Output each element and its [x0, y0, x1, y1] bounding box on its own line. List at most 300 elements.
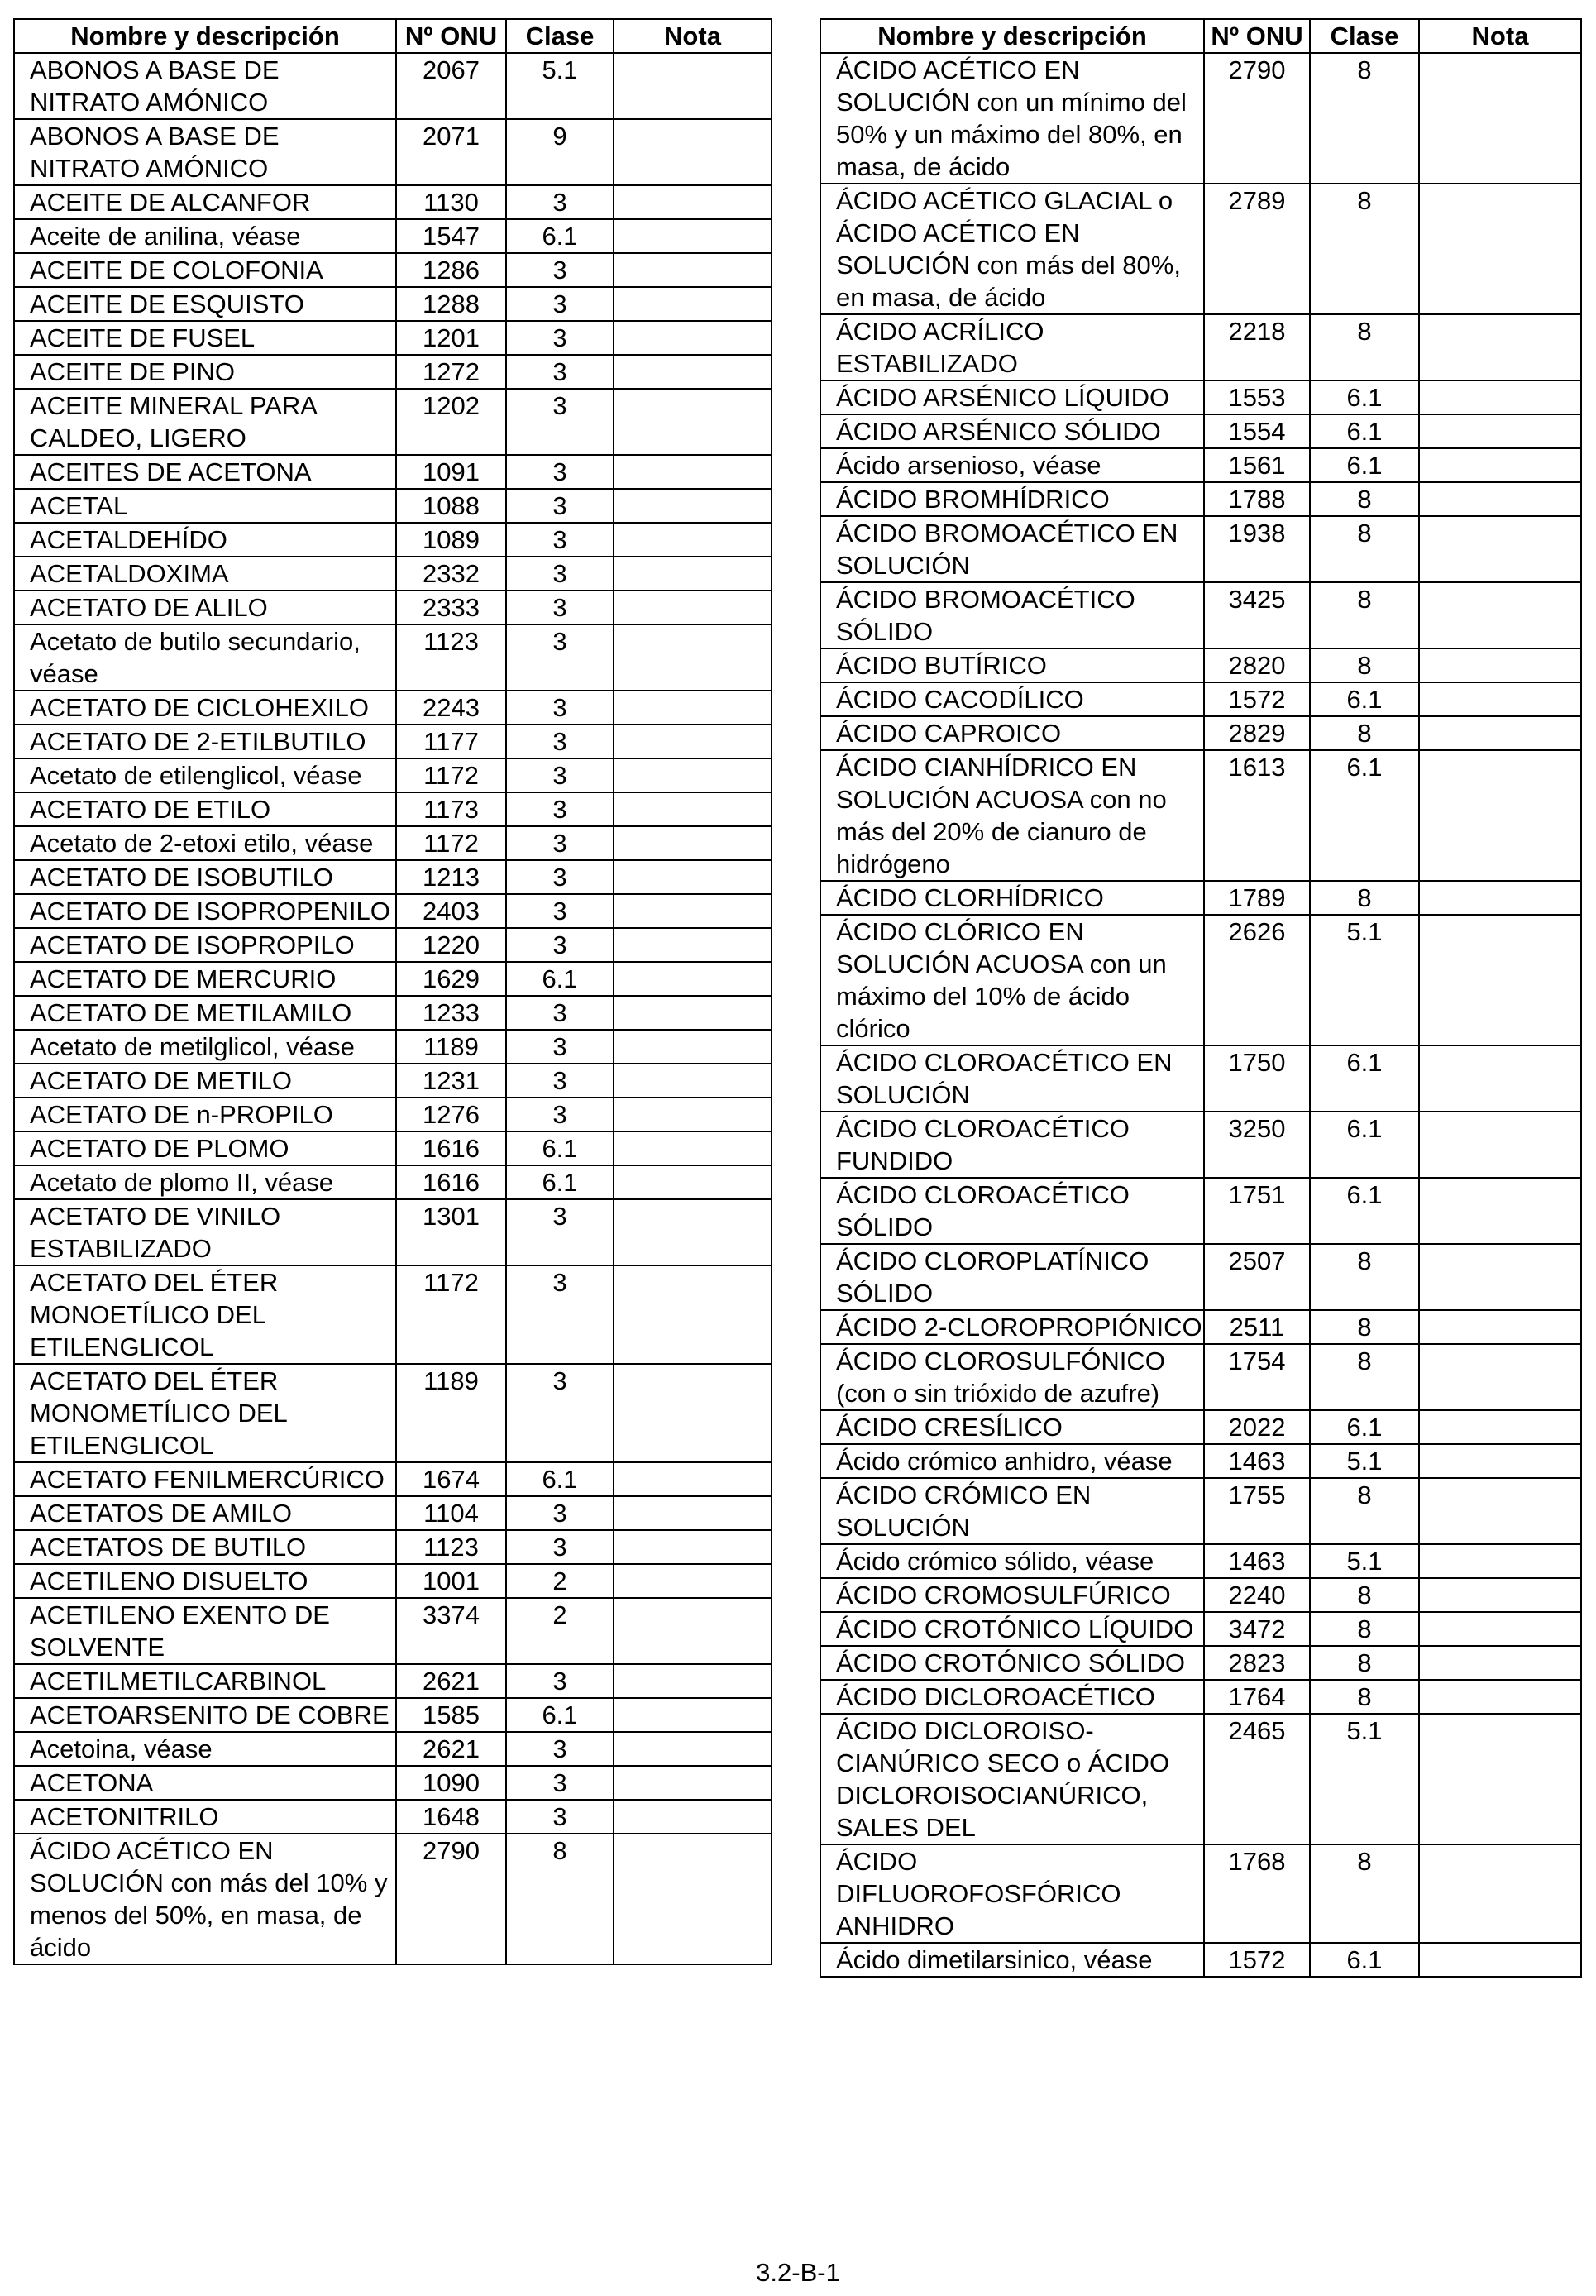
class-cell: 3: [506, 928, 614, 962]
un-number-cell: 3472: [1204, 1612, 1310, 1646]
class-cell: 5.1: [1310, 1544, 1419, 1578]
note-cell: [614, 1165, 772, 1199]
substance-name-cell: ACETATOS DE AMILO: [14, 1496, 396, 1530]
class-cell: 2: [506, 1564, 614, 1598]
table-row: [820, 682, 1581, 716]
note-cell: [614, 1265, 772, 1364]
substance-name-cell: ACETATO DE ISOBUTILO: [14, 860, 396, 894]
class-cell: 5.1: [506, 53, 614, 119]
class-cell: 3: [506, 1800, 614, 1834]
un-number-cell: 1001: [396, 1564, 506, 1598]
header-onu: Nº ONU: [396, 19, 506, 53]
substance-name-cell: ACETATO DE ETILO: [14, 792, 396, 826]
table-row: [14, 389, 772, 455]
class-cell: 8: [1310, 582, 1419, 648]
substance-name-cell: ÁCIDO CLOROPLATÍNICO SÓLIDO: [820, 1244, 1204, 1310]
class-cell: 8: [1310, 314, 1419, 380]
note-cell: [1419, 1844, 1581, 1943]
substance-name-cell: ACETALDOXIMA: [14, 557, 396, 591]
table-row: [820, 1310, 1581, 1344]
note-cell: [614, 389, 772, 455]
un-number-cell: 1561: [1204, 448, 1310, 482]
class-cell: 3: [506, 1766, 614, 1800]
class-cell: 3: [506, 826, 614, 860]
un-number-cell: 1233: [396, 996, 506, 1030]
un-number-cell: 1123: [396, 1530, 506, 1564]
class-cell: 8: [1310, 1344, 1419, 1410]
table-row: [820, 1544, 1581, 1578]
un-number-cell: 1189: [396, 1030, 506, 1064]
un-number-cell: 2820: [1204, 648, 1310, 682]
note-cell: [614, 1732, 772, 1766]
un-number-cell: 1616: [396, 1165, 506, 1199]
note-cell: [614, 185, 772, 219]
table-row: [14, 624, 772, 691]
class-cell: 6.1: [506, 1131, 614, 1165]
table-row: [820, 1178, 1581, 1244]
table-row: [14, 1530, 772, 1564]
class-cell: 3: [506, 1664, 614, 1698]
table-header-row: [820, 19, 1581, 53]
table-row: [14, 591, 772, 624]
class-cell: 5.1: [1310, 1444, 1419, 1478]
note-cell: [614, 1064, 772, 1098]
un-number-cell: 1089: [396, 523, 506, 557]
substance-name-cell: ACEITE MINERAL PARA CALDEO, LIGERO: [14, 389, 396, 455]
class-cell: 8: [1310, 1646, 1419, 1680]
table-row: [820, 881, 1581, 915]
substance-name-cell: ÁCIDO ACRÍLICO ESTABILIZADO: [820, 314, 1204, 380]
table-row: [14, 1564, 772, 1598]
substance-name-cell: ÁCIDO BROMHÍDRICO: [820, 482, 1204, 516]
table-row: [820, 648, 1581, 682]
un-number-cell: 1090: [396, 1766, 506, 1800]
class-cell: 6.1: [1310, 1943, 1419, 1977]
class-cell: 3: [506, 1732, 614, 1766]
class-cell: 6.1: [1310, 750, 1419, 881]
table-row: [14, 1265, 772, 1364]
un-number-cell: 2067: [396, 53, 506, 119]
un-number-cell: 1553: [1204, 380, 1310, 414]
note-cell: [1419, 1045, 1581, 1112]
right-goods-table: [820, 18, 1582, 1978]
un-number-cell: 1764: [1204, 1680, 1310, 1714]
note-cell: [1419, 1544, 1581, 1578]
note-cell: [614, 523, 772, 557]
un-number-cell: 1130: [396, 185, 506, 219]
note-cell: [614, 1598, 772, 1664]
note-cell: [614, 119, 772, 185]
class-cell: 6.1: [1310, 1178, 1419, 1244]
table-row: [14, 1462, 772, 1496]
note-cell: [614, 624, 772, 691]
class-cell: 6.1: [506, 219, 614, 253]
substance-name-cell: ACETATO DE METILO: [14, 1064, 396, 1098]
class-cell: 3: [506, 894, 614, 928]
substance-name-cell: ÁCIDO CRÓMICO EN SOLUCIÓN: [820, 1478, 1204, 1544]
substance-name-cell: ACETATO DEL ÉTER MONOETÍLICO DEL ETILENGLICOL: [14, 1265, 396, 1364]
un-number-cell: 1547: [396, 219, 506, 253]
un-number-cell: 1172: [396, 826, 506, 860]
un-number-cell: 2465: [1204, 1714, 1310, 1844]
note-cell: [1419, 750, 1581, 881]
un-number-cell: 2333: [396, 591, 506, 624]
table-row: [14, 523, 772, 557]
substance-name-cell: ÁCIDO CROMOSULFÚRICO: [820, 1578, 1204, 1612]
un-number-cell: 1202: [396, 389, 506, 455]
class-cell: 2: [506, 1598, 614, 1664]
table-row: [14, 119, 772, 185]
class-cell: 8: [1310, 1478, 1419, 1544]
note-cell: [614, 455, 772, 489]
un-number-cell: 2022: [1204, 1410, 1310, 1444]
note-cell: [614, 287, 772, 321]
un-number-cell: 2240: [1204, 1578, 1310, 1612]
substance-name-cell: ACEITE DE FUSEL: [14, 321, 396, 355]
note-cell: [1419, 1578, 1581, 1612]
class-cell: 8: [1310, 1244, 1419, 1310]
class-cell: 3: [506, 489, 614, 523]
substance-name-cell: ACETILENO DISUELTO: [14, 1564, 396, 1598]
un-number-cell: 2218: [1204, 314, 1310, 380]
un-number-cell: 1213: [396, 860, 506, 894]
note-cell: [614, 1462, 772, 1496]
table-row: [14, 1834, 772, 1964]
substance-name-cell: Acetoina, véase: [14, 1732, 396, 1766]
substance-name-cell: ÁCIDO ARSÉNICO LÍQUIDO: [820, 380, 1204, 414]
note-cell: [1419, 1410, 1581, 1444]
un-number-cell: 1189: [396, 1364, 506, 1462]
note-cell: [1419, 53, 1581, 184]
substance-name-cell: Acetato de metilglicol, véase: [14, 1030, 396, 1064]
table-row: [14, 287, 772, 321]
un-number-cell: 1572: [1204, 1943, 1310, 1977]
substance-name-cell: ÁCIDO CROTÓNICO LÍQUIDO: [820, 1612, 1204, 1646]
un-number-cell: 1286: [396, 253, 506, 287]
note-cell: [1419, 1310, 1581, 1344]
un-number-cell: 2071: [396, 119, 506, 185]
note-cell: [1419, 1478, 1581, 1544]
class-cell: 3: [506, 792, 614, 826]
table-row: [14, 996, 772, 1030]
note-cell: [1419, 448, 1581, 482]
note-cell: [614, 1800, 772, 1834]
note-cell: [1419, 1943, 1581, 1977]
un-number-cell: 1751: [1204, 1178, 1310, 1244]
note-cell: [1419, 716, 1581, 750]
un-number-cell: 1172: [396, 1265, 506, 1364]
substance-name-cell: ABONOS A BASE DE NITRATO AMÓNICO: [14, 119, 396, 185]
class-cell: 3: [506, 253, 614, 287]
note-cell: [614, 321, 772, 355]
un-number-cell: 1173: [396, 792, 506, 826]
class-cell: 8: [1310, 1310, 1419, 1344]
un-number-cell: 1231: [396, 1064, 506, 1098]
note-cell: [614, 1766, 772, 1800]
un-number-cell: 1938: [1204, 516, 1310, 582]
table-row: [14, 1496, 772, 1530]
un-number-cell: 2511: [1204, 1310, 1310, 1344]
note-cell: [614, 1030, 772, 1064]
substance-name-cell: ACETALDEHÍDO: [14, 523, 396, 557]
class-cell: 3: [506, 389, 614, 455]
substance-name-cell: ACETATO DE CICLOHEXILO: [14, 691, 396, 725]
un-number-cell: 3425: [1204, 582, 1310, 648]
substance-name-cell: ACEITE DE ESQUISTO: [14, 287, 396, 321]
class-cell: 3: [506, 691, 614, 725]
table-row: [820, 1344, 1581, 1410]
class-cell: 3: [506, 1496, 614, 1530]
un-number-cell: 1616: [396, 1131, 506, 1165]
class-cell: 3: [506, 725, 614, 758]
table-row: [820, 1578, 1581, 1612]
substance-name-cell: ÁCIDO BROMOACÉTICO EN SOLUCIÓN: [820, 516, 1204, 582]
class-cell: 3: [506, 996, 614, 1030]
note-cell: [614, 557, 772, 591]
un-number-cell: 2621: [396, 1664, 506, 1698]
class-cell: 6.1: [1310, 448, 1419, 482]
table-row: [820, 1112, 1581, 1178]
table-row: [14, 185, 772, 219]
substance-name-cell: Ácido crómico sólido, véase: [820, 1544, 1204, 1578]
substance-name-cell: ÁCIDO ACÉTICO GLACIAL o ÁCIDO ACÉTICO EN SOLUCIÓN con más del 80%, en masa, de ácido: [820, 184, 1204, 314]
class-cell: 6.1: [506, 1698, 614, 1732]
table-row: [820, 380, 1581, 414]
note-cell: [1419, 184, 1581, 314]
note-cell: [1419, 881, 1581, 915]
substance-name-cell: ÁCIDO CLOROACÉTICO SÓLIDO: [820, 1178, 1204, 1244]
class-cell: 6.1: [1310, 1410, 1419, 1444]
class-cell: 6.1: [506, 962, 614, 996]
substance-name-cell: ÁCIDO ARSÉNICO SÓLIDO: [820, 414, 1204, 448]
un-number-cell: 1123: [396, 624, 506, 691]
class-cell: 3: [506, 1098, 614, 1131]
un-number-cell: 1755: [1204, 1478, 1310, 1544]
class-cell: 3: [506, 523, 614, 557]
table-row: [820, 314, 1581, 380]
note-cell: [1419, 1244, 1581, 1310]
un-number-cell: 1301: [396, 1199, 506, 1265]
class-cell: 5.1: [1310, 915, 1419, 1045]
table-row: [14, 1165, 772, 1199]
class-cell: 6.1: [506, 1462, 614, 1496]
table-row: [820, 716, 1581, 750]
table-row: [820, 1680, 1581, 1714]
table-row: [820, 53, 1581, 184]
note-cell: [614, 1698, 772, 1732]
note-cell: [614, 860, 772, 894]
class-cell: 3: [506, 321, 614, 355]
substance-name-cell: ACETATO DE ISOPROPILO: [14, 928, 396, 962]
substance-name-cell: Aceite de anilina, véase: [14, 219, 396, 253]
note-cell: [614, 1530, 772, 1564]
table-row: [14, 792, 772, 826]
substance-name-cell: ÁCIDO CROTÓNICO SÓLIDO: [820, 1646, 1204, 1680]
substance-name-cell: ÁCIDO CRESÍLICO: [820, 1410, 1204, 1444]
class-cell: 3: [506, 1530, 614, 1564]
un-number-cell: 1177: [396, 725, 506, 758]
note-cell: [1419, 648, 1581, 682]
table-row: [820, 1646, 1581, 1680]
note-cell: [1419, 414, 1581, 448]
un-number-cell: 1276: [396, 1098, 506, 1131]
substance-name-cell: ÁCIDO CLOROSULFÓNICO (con o sin trióxido de azufre): [820, 1344, 1204, 1410]
un-number-cell: 1613: [1204, 750, 1310, 881]
note-cell: [1419, 915, 1581, 1045]
substance-name-cell: Acetato de plomo II, véase: [14, 1165, 396, 1199]
table-row: [820, 448, 1581, 482]
note-cell: [614, 928, 772, 962]
substance-name-cell: ÁCIDO BROMOACÉTICO SÓLIDO: [820, 582, 1204, 648]
table-row: [14, 1800, 772, 1834]
table-row: [14, 557, 772, 591]
class-cell: 8: [1310, 53, 1419, 184]
table-row: [820, 1444, 1581, 1478]
un-number-cell: 1172: [396, 758, 506, 792]
note-cell: [1419, 1680, 1581, 1714]
note-cell: [1419, 1178, 1581, 1244]
substance-name-cell: ACETILENO EXENTO DE SOLVENTE: [14, 1598, 396, 1664]
table-row: [14, 1030, 772, 1064]
table-row: [14, 1732, 772, 1766]
class-cell: 3: [506, 355, 614, 389]
note-cell: [614, 1364, 772, 1462]
class-cell: 3: [506, 1030, 614, 1064]
un-number-cell: 1768: [1204, 1844, 1310, 1943]
substance-name-cell: ACETATO DE PLOMO: [14, 1131, 396, 1165]
class-cell: 8: [1310, 648, 1419, 682]
class-cell: 8: [1310, 1680, 1419, 1714]
class-cell: 3: [506, 287, 614, 321]
class-cell: 3: [506, 591, 614, 624]
header-onu: Nº ONU: [1204, 19, 1310, 53]
substance-name-cell: ACETATO DE METILAMILO: [14, 996, 396, 1030]
un-number-cell: 1754: [1204, 1344, 1310, 1410]
page-number: 3.2-B-1: [756, 2258, 840, 2287]
table-row: [820, 582, 1581, 648]
class-cell: 6.1: [1310, 1045, 1419, 1112]
substance-name-cell: Ácido crómico anhidro, véase: [820, 1444, 1204, 1478]
un-number-cell: 2829: [1204, 716, 1310, 750]
table-header-row: [14, 19, 772, 53]
note-cell: [1419, 314, 1581, 380]
substance-name-cell: ACETATO DE ISOPROPENILO: [14, 894, 396, 928]
substance-name-cell: ÁCIDO DICLOROACÉTICO: [820, 1680, 1204, 1714]
class-cell: 3: [506, 455, 614, 489]
class-cell: 6.1: [1310, 1112, 1419, 1178]
un-number-cell: 1629: [396, 962, 506, 996]
substance-name-cell: ACETATO DE VINILO ESTABILIZADO: [14, 1199, 396, 1265]
substance-name-cell: ÁCIDO CLOROACÉTICO EN SOLUCIÓN: [820, 1045, 1204, 1112]
un-number-cell: 1585: [396, 1698, 506, 1732]
substance-name-cell: ACETATOS DE BUTILO: [14, 1530, 396, 1564]
un-number-cell: 1091: [396, 455, 506, 489]
table-row: [820, 1244, 1581, 1310]
substance-name-cell: ÁCIDO DIFLUOROFOSFÓRICO ANHIDRO: [820, 1844, 1204, 1943]
table-row: [14, 455, 772, 489]
class-cell: 6.1: [1310, 380, 1419, 414]
un-number-cell: 2507: [1204, 1244, 1310, 1310]
class-cell: 3: [506, 860, 614, 894]
note-cell: [614, 591, 772, 624]
note-cell: [614, 355, 772, 389]
header-name: Nombre y descripción: [14, 19, 396, 53]
substance-name-cell: ÁCIDO CLOROACÉTICO FUNDIDO: [820, 1112, 1204, 1178]
header-note: Nota: [1419, 19, 1581, 53]
un-number-cell: 1288: [396, 287, 506, 321]
note-cell: [614, 253, 772, 287]
un-number-cell: 1788: [1204, 482, 1310, 516]
class-cell: 8: [1310, 1844, 1419, 1943]
substance-name-cell: ÁCIDO CACODÍLICO: [820, 682, 1204, 716]
substance-name-cell: Ácido dimetilarsinico, véase: [820, 1943, 1204, 1977]
class-cell: 6.1: [1310, 682, 1419, 716]
un-number-cell: 1648: [396, 1800, 506, 1834]
class-cell: 8: [1310, 1612, 1419, 1646]
table-row: [14, 1364, 772, 1462]
substance-name-cell: ACETATO DE n-PROPILO: [14, 1098, 396, 1131]
table-row: [820, 1045, 1581, 1112]
substance-name-cell: ACETATO DE 2-ETILBUTILO: [14, 725, 396, 758]
note-cell: [614, 962, 772, 996]
note-cell: [1419, 1646, 1581, 1680]
note-cell: [614, 1131, 772, 1165]
header-name: Nombre y descripción: [820, 19, 1204, 53]
substance-name-cell: ACEITES DE ACETONA: [14, 455, 396, 489]
table-row: [14, 962, 772, 996]
table-row: [14, 489, 772, 523]
table-row: [820, 482, 1581, 516]
class-cell: 3: [506, 624, 614, 691]
table-row: [820, 414, 1581, 448]
note-cell: [614, 53, 772, 119]
un-number-cell: 1463: [1204, 1544, 1310, 1578]
note-cell: [614, 1199, 772, 1265]
table-row: [820, 1844, 1581, 1943]
note-cell: [614, 725, 772, 758]
un-number-cell: 1088: [396, 489, 506, 523]
un-number-cell: 2243: [396, 691, 506, 725]
table-row: [14, 894, 772, 928]
un-number-cell: 2621: [396, 1732, 506, 1766]
class-cell: 8: [1310, 482, 1419, 516]
substance-name-cell: Acetato de 2-etoxi etilo, véase: [14, 826, 396, 860]
un-number-cell: 2789: [1204, 184, 1310, 314]
table-row: [14, 928, 772, 962]
left-goods-table: [13, 18, 772, 1965]
substance-name-cell: ACETILMETILCARBINOL: [14, 1664, 396, 1698]
table-row: [14, 53, 772, 119]
table-row: [14, 1199, 772, 1265]
table-row: [14, 219, 772, 253]
un-number-cell: 1554: [1204, 414, 1310, 448]
table-row: [820, 184, 1581, 314]
note-cell: [1419, 582, 1581, 648]
note-cell: [1419, 380, 1581, 414]
note-cell: [614, 894, 772, 928]
class-cell: 8: [1310, 184, 1419, 314]
substance-name-cell: ACETONITRILO: [14, 1800, 396, 1834]
substance-name-cell: ACEITE DE COLOFONIA: [14, 253, 396, 287]
substance-name-cell: ACEITE DE ALCANFOR: [14, 185, 396, 219]
substance-name-cell: ÁCIDO BUTÍRICO: [820, 648, 1204, 682]
class-cell: 3: [506, 1064, 614, 1098]
substance-name-cell: ACETOARSENITO DE COBRE: [14, 1698, 396, 1732]
substance-name-cell: ÁCIDO CLÓRICO EN SOLUCIÓN ACUOSA con un máximo del 10% de ácido clórico: [820, 915, 1204, 1045]
substance-name-cell: ÁCIDO ACÉTICO EN SOLUCIÓN con un mínimo del 50% y un máximo del 80%, en masa, de ácido: [820, 53, 1204, 184]
table-row: [14, 355, 772, 389]
un-number-cell: 2790: [1204, 53, 1310, 184]
